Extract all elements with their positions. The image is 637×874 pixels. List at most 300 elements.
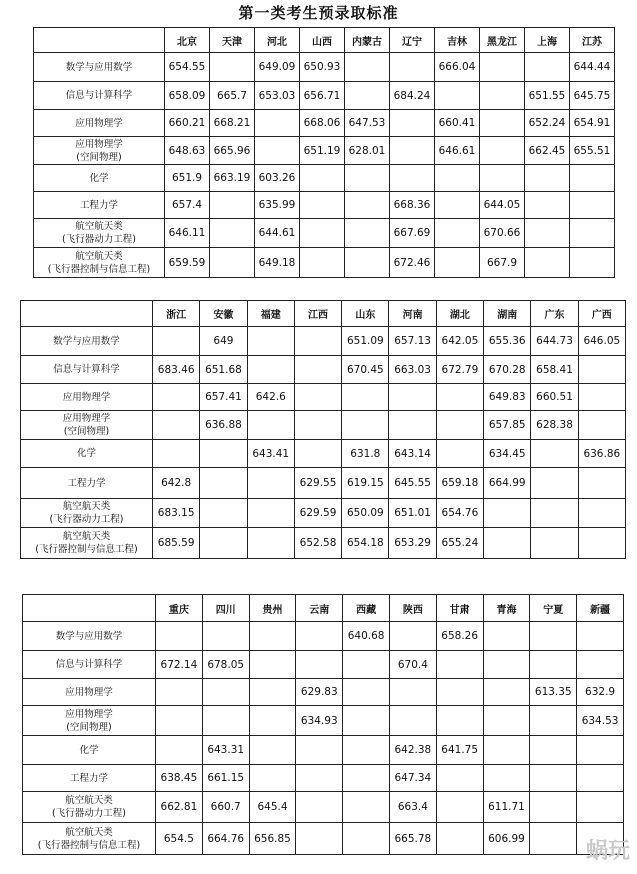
score-cell [484,499,531,528]
table-row [21,440,626,468]
score-cell: 648.63 [165,137,210,165]
table-row [21,528,626,559]
score-cell [570,165,615,192]
score-cell: 641.75 [436,736,483,765]
province-header: 西藏 [343,595,390,622]
province-header: 江西 [294,301,341,327]
score-cell: 657.13 [389,327,436,356]
major-label-line: 应用物理学 [65,708,113,720]
score-cell: 644.61 [255,219,300,248]
province-header: 广东 [531,301,578,327]
score-cell [577,765,624,792]
score-cell [249,736,296,765]
score-cell [530,765,577,792]
major-label [21,356,153,384]
table-row [34,53,615,82]
major-label [23,651,156,679]
score-cell [294,327,341,356]
score-cell: 654.91 [570,110,615,137]
table-row [34,82,615,110]
score-cell: 636.86 [578,440,625,468]
score-cell [343,679,390,706]
score-cell: 642.6 [247,384,294,411]
table-row [21,468,626,499]
score-cell: 663.4 [389,792,436,823]
score-cell: 652.58 [294,528,341,559]
province-header: 安徽 [200,301,247,327]
score-cell [294,356,341,384]
score-cell: 613.35 [530,679,577,706]
score-cell: 649.83 [484,384,531,411]
score-cell [249,651,296,679]
score-cell: 634.93 [296,706,343,736]
score-cell [436,792,483,823]
score-cell [577,622,624,651]
table-row [34,137,615,165]
score-cell: 650.09 [342,499,389,528]
table-row [23,736,624,765]
score-cell: 646.61 [435,137,480,165]
score-cell [435,192,480,219]
score-cell: 683.46 [153,356,200,384]
score-cell [296,792,343,823]
score-cell [345,82,390,110]
score-cell [483,651,530,679]
score-cell: 629.55 [294,468,341,499]
score-cell [436,679,483,706]
score-cell: 663.03 [389,356,436,384]
score-cell [294,384,341,411]
score-cell: 651.01 [389,499,436,528]
major-label [34,82,165,110]
major-label-line: (空间物理) [76,151,122,163]
score-cell: 657.85 [484,411,531,440]
score-cell [296,823,343,855]
score-cell [343,823,390,855]
score-cell: 659.18 [436,468,483,499]
score-cell [525,192,570,219]
major-label [21,327,153,356]
table-row [23,622,624,651]
major-label-line: (空间物理) [66,721,112,733]
score-cell [531,440,578,468]
corner-cell [23,595,156,622]
score-cell: 635.99 [255,192,300,219]
score-cell: 653.29 [389,528,436,559]
score-cell: 619.15 [342,468,389,499]
score-cell [296,622,343,651]
score-cell: 652.24 [525,110,570,137]
major-label [23,765,156,792]
score-cell: 678.05 [202,651,249,679]
score-cell: 663.19 [210,165,255,192]
score-cell [200,528,247,559]
score-cell: 665.7 [210,82,255,110]
major-label-line: (飞行器动力工程) [52,808,126,819]
province-header: 湖南 [484,301,531,327]
province-header: 上海 [525,28,570,53]
score-cell [343,765,390,792]
score-cell: 644.05 [480,192,525,219]
score-cell [210,192,255,219]
province-header: 湖北 [436,301,483,327]
score-cell [389,679,436,706]
score-cell: 656.71 [300,82,345,110]
page-title: 第一类考生预录取标准 [238,4,399,22]
score-cell [247,327,294,356]
corner-cell [34,28,165,53]
score-cell: 638.45 [156,765,203,792]
score-cell: 670.28 [484,356,531,384]
score-cell: 685.59 [153,528,200,559]
score-cell: 670.45 [342,356,389,384]
score-cell: 654.55 [165,53,210,82]
province-header: 吉林 [435,28,480,53]
score-cell [153,384,200,411]
score-cell [480,53,525,82]
major-label-line: 航空航天类 [62,501,111,512]
table-row [23,823,624,855]
score-cell: 643.14 [389,440,436,468]
score-cell [390,110,435,137]
province-header: 重庆 [156,595,203,622]
score-cell: 646.05 [578,327,625,356]
province-header: 陕西 [389,595,436,622]
score-cell: 653.03 [255,82,300,110]
score-cell: 603.26 [255,165,300,192]
score-cell: 658.26 [436,622,483,651]
score-cell: 658.41 [531,356,578,384]
score-cell [202,706,249,736]
table-row [34,110,615,137]
score-cell [480,137,525,165]
score-cell [156,736,203,765]
major-label-line: 应用物理学 [62,413,111,424]
province-header: 贵州 [249,595,296,622]
score-cell: 628.38 [531,411,578,440]
major-label-line: 航空航天类 [75,250,123,262]
score-cell: 655.51 [570,137,615,165]
score-cell: 659.59 [165,248,210,278]
score-cell [577,651,624,679]
major-label-line: 航空航天类 [65,795,113,806]
score-cell: 651.9 [165,165,210,192]
score-cell [435,82,480,110]
score-cell: 645.75 [570,82,615,110]
major-label-line: 工程力学 [79,199,118,211]
score-cell [300,248,345,278]
major-label-line: 航空航天类 [62,531,111,542]
major-label-line: 航空航天类 [75,221,123,232]
score-cell: 651.55 [525,82,570,110]
province-header: 山东 [342,301,389,327]
score-cell: 664.99 [484,468,531,499]
table-row [23,765,624,792]
corner-cell [21,301,153,327]
major-label-line: 工程力学 [69,772,108,784]
table-row [23,792,624,823]
major-label [34,248,165,278]
major-label [23,823,156,855]
score-cell [483,679,530,706]
score-cell [389,384,436,411]
table-row [23,651,624,679]
score-cell [435,248,480,278]
score-cell [480,110,525,137]
score-cell: 640.68 [343,622,390,651]
admission-table-3 [22,594,624,855]
score-cell [345,219,390,248]
score-cell: 642.8 [153,468,200,499]
major-label-line: (飞行器控制与信息工程) [37,839,141,851]
province-header: 江苏 [570,28,615,53]
score-cell [345,165,390,192]
table-row [34,192,615,219]
score-cell [202,622,249,651]
score-cell: 642.38 [389,736,436,765]
score-cell: 655.36 [484,327,531,356]
score-cell: 670.4 [389,651,436,679]
score-cell: 668.06 [300,110,345,137]
score-cell: 668.36 [390,192,435,219]
score-cell [436,440,483,468]
score-cell: 634.45 [484,440,531,468]
score-cell [484,528,531,559]
major-label-line: 数学与应用数学 [55,630,123,642]
score-cell [436,411,483,440]
score-cell [247,528,294,559]
score-cell: 643.41 [247,440,294,468]
province-header: 山西 [300,28,345,53]
score-cell: 649 [200,327,247,356]
score-cell [530,651,577,679]
province-header: 河北 [255,28,300,53]
score-cell [345,53,390,82]
score-cell: 629.59 [294,499,341,528]
score-cell [345,192,390,219]
score-cell [578,499,625,528]
major-label [21,528,153,559]
score-cell: 646.11 [165,219,210,248]
score-cell [436,651,483,679]
major-label-line: 应用物理学 [75,117,123,129]
table-row [21,499,626,528]
score-cell [577,736,624,765]
major-label-line: 应用物理学 [65,686,113,698]
major-label [34,53,165,82]
score-cell: 683.15 [153,499,200,528]
major-label-line: 信息与计算科学 [53,364,120,375]
province-header: 甘肃 [436,595,483,622]
major-label [34,165,165,192]
score-cell: 654.5 [156,823,203,855]
score-cell [294,411,341,440]
major-label-line: (飞行器动力工程) [49,514,124,525]
score-cell [436,765,483,792]
major-label-line: 化学 [89,172,109,184]
score-cell [483,622,530,651]
score-cell [389,706,436,736]
major-label [21,440,153,468]
score-cell: 636.88 [200,411,247,440]
score-cell: 655.24 [436,528,483,559]
score-cell [300,219,345,248]
major-label [34,110,165,137]
major-label [23,736,156,765]
score-cell: 684.24 [390,82,435,110]
score-cell [255,137,300,165]
score-cell [390,53,435,82]
score-cell [296,765,343,792]
score-cell [390,137,435,165]
score-cell [156,706,203,736]
major-label-line: 应用物理学 [62,391,111,403]
score-cell [483,765,530,792]
major-label-line: (飞行器控制与信息工程) [47,263,151,275]
major-label-line: 数学与应用数学 [65,61,133,73]
score-cell [530,706,577,736]
score-cell: 642.05 [436,327,483,356]
score-cell [435,165,480,192]
score-cell: 664.76 [202,823,249,855]
header-row [34,28,615,53]
province-header: 河南 [389,301,436,327]
major-label-line: 化学 [79,744,99,756]
score-cell [247,468,294,499]
score-cell: 611.71 [483,792,530,823]
score-cell [300,192,345,219]
admission-table-2 [20,300,626,559]
score-cell [153,411,200,440]
major-label-line: 信息与计算科学 [55,659,123,670]
score-cell [530,736,577,765]
score-cell [296,651,343,679]
score-cell: 670.66 [480,219,525,248]
province-header: 新疆 [577,595,624,622]
score-cell [578,468,625,499]
score-cell: 672.46 [390,248,435,278]
major-label-line: 数学与应用数学 [53,335,120,347]
score-cell [390,165,435,192]
table-row [21,411,626,440]
header-row [21,301,626,327]
score-cell [247,499,294,528]
major-label-line: 信息与计算科学 [65,90,133,101]
major-label [34,137,165,165]
score-cell: 660.41 [435,110,480,137]
table-row [34,219,615,248]
province-header: 福建 [247,301,294,327]
score-cell [249,679,296,706]
score-cell [296,736,343,765]
score-cell [436,384,483,411]
score-cell [530,823,577,855]
score-cell [578,356,625,384]
score-cell: 657.41 [200,384,247,411]
score-cell [247,356,294,384]
score-cell [156,622,203,651]
score-cell [200,440,247,468]
score-cell [480,165,525,192]
score-cell [577,792,624,823]
score-cell: 649.09 [255,53,300,82]
score-cell [343,651,390,679]
province-header: 四川 [202,595,249,622]
score-cell [531,528,578,559]
major-label-line: (飞行器动力工程) [62,234,136,245]
major-label [23,622,156,651]
score-cell [345,248,390,278]
score-cell [436,823,483,855]
score-cell [343,736,390,765]
score-cell: 657.4 [165,192,210,219]
score-cell [436,706,483,736]
score-cell [480,82,525,110]
major-label [34,219,165,248]
score-cell [531,499,578,528]
score-cell: 654.18 [342,528,389,559]
score-cell: 668.21 [210,110,255,137]
score-cell [570,219,615,248]
table-row [21,356,626,384]
province-header: 青海 [483,595,530,622]
score-cell [483,706,530,736]
score-cell: 667.9 [480,248,525,278]
major-label [21,411,153,440]
score-cell [249,765,296,792]
score-cell: 665.96 [210,137,255,165]
province-header: 广西 [578,301,625,327]
score-cell [578,384,625,411]
major-label [23,679,156,706]
province-header: 黑龙江 [480,28,525,53]
major-label-line: 化学 [76,448,96,459]
score-cell [570,248,615,278]
score-cell: 660.7 [202,792,249,823]
score-cell [343,792,390,823]
major-label-line: 应用物理学 [75,138,123,150]
province-header: 宁夏 [530,595,577,622]
province-header: 云南 [296,595,343,622]
score-cell [249,706,296,736]
admission-table-1 [33,27,615,278]
score-cell: 660.51 [531,384,578,411]
score-cell: 644.44 [570,53,615,82]
score-cell: 645.55 [389,468,436,499]
table-row [21,384,626,411]
score-cell [294,440,341,468]
score-cell: 643.31 [202,736,249,765]
major-label-line: (空间物理) [63,426,110,437]
major-label [23,792,156,823]
major-label-line: (飞行器控制与信息工程) [35,544,138,555]
score-cell [210,248,255,278]
score-cell: 650.93 [300,53,345,82]
score-cell [578,411,625,440]
score-cell [570,192,615,219]
score-cell: 666.04 [435,53,480,82]
score-cell: 654.76 [436,499,483,528]
score-cell: 634.53 [577,706,624,736]
score-cell [153,327,200,356]
score-cell: 651.68 [200,356,247,384]
score-cell: 656.85 [249,823,296,855]
score-cell [300,165,345,192]
score-cell: 661.15 [202,765,249,792]
score-cell [247,411,294,440]
major-label [21,384,153,411]
score-cell [156,679,203,706]
